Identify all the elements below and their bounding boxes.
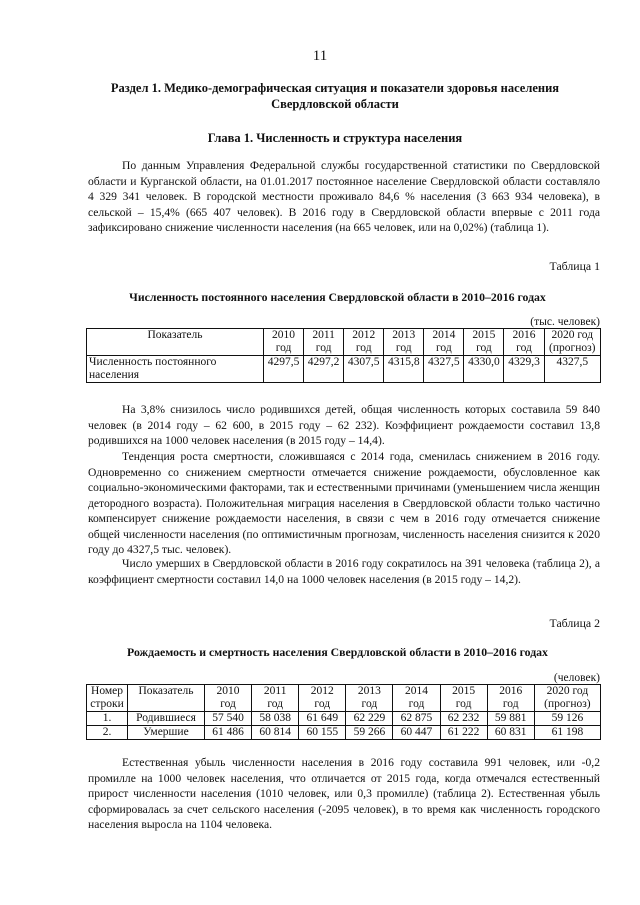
chapter-title: Глава 1. Численность и структура населения [207,131,463,145]
row-label: Родившиеся [128,712,205,726]
header-year: 2011 год [252,685,299,712]
table-cell-forecast: 59 126 [534,712,600,726]
paragraph-population: По данным Управления Федеральной службы государственной статистики по Свердловской области и Курганской области, на 01.01.2017 постоянное население Свердловской области составляло 4 329 341 человек. В городской местности проживало 84,6 % населения (3 663 934 человека), в сельской – 15,4% (665 407 человек). В 2016 году в Свердловской области впервые с 2011 года зафиксировано снижение численности населения (на 665 человек, или на 0,02%) (таблица 1). [88,159,600,234]
table-cell: 61 486 [205,726,252,740]
table-cell: 4297,5 [264,356,304,383]
table-row [87,726,601,740]
header-year: 2014 год [424,329,464,356]
header-year: 2015 год [440,685,487,712]
table-cell: 60 831 [487,726,534,740]
section-title-line2: Свердловской области [271,97,399,111]
births-deaths-table [86,684,601,740]
table-row [87,712,601,726]
table-cell: 4307,5 [344,356,384,383]
row-label: Умершие [128,726,205,740]
section-title-line1: Раздел 1. Медико-демографическая ситуация и показатели здоровья населения [110,81,560,95]
table-cell: 4327,5 [424,356,464,383]
header-year: 2010 год [264,329,304,356]
header-forecast: 2020 год (прогноз) [534,685,600,712]
table-cell: 4297,2 [304,356,344,383]
header-row-number: Номер строки [87,685,128,712]
header-year: 2010 год [205,685,252,712]
header-indicator: Показатель [128,685,205,712]
header-year: 2015 год [464,329,504,356]
paragraph-births: На 3,8% снизилось число родившихся детей, общая численность которых составила 59 840 человек (в 2014 году – 62 600, в 2015 году – 62 232). Коэффициент рождаемости составил 13,8 родившихся на 1000 человек населения (в 2015 году – 14,4). [88,403,600,447]
table-cell: 60 155 [299,726,346,740]
header-year: 2016 год [504,329,544,356]
table-cell: 59 266 [346,726,393,740]
table1-unit: (тыс. человек) [530,316,600,328]
table-cell: 4329,3 [504,356,544,383]
row-number: 2. [87,726,128,740]
page-number: 11 [312,48,328,64]
header-year: 2012 год [344,329,384,356]
table2-title: Рождаемость и смертность населения Свердловской области в 2010–2016 годах [127,645,548,659]
table2-unit: (человек) [553,672,600,684]
table-header-row [87,685,601,712]
table2-label: Таблица 2 [549,616,600,630]
row-number: 1. [87,712,128,726]
table-cell-forecast: 4327,5 [544,356,600,383]
table-cell-forecast: 61 198 [534,726,600,740]
table-cell: 62 875 [393,712,440,726]
table-cell: 61 649 [299,712,346,726]
table-row [87,356,601,383]
header-year: 2013 год [346,685,393,712]
header-year: 2016 год [487,685,534,712]
table-header-row [87,329,601,356]
header-year: 2013 год [384,329,424,356]
header-forecast: 2020 год (прогноз) [544,329,600,356]
header-year: 2012 год [299,685,346,712]
table-cell: 60 447 [393,726,440,740]
header-year: 2011 год [304,329,344,356]
paragraph-natural-decrease: Естественная убыль численности населения в 2016 году составила 991 человек, или -0,2 промилле на 1000 человек населения, что отличается от 2015 года, когда отмечался естественный прирост численности населения (1010 человек, или 0,3 промилле) (таблица 2). Естественная убыль сформировалась за счет сельского населения (-2095 человек), в то время как численность городского населения выросла на 1104 человека. [88,756,600,831]
row-label: Численность постоянного населения [87,356,264,383]
table-cell: 57 540 [205,712,252,726]
table1-label: Таблица 1 [549,259,600,273]
table-cell: 4330,0 [464,356,504,383]
paragraph-mortality-trend: Тенденция роста смертности, сложившаяся с 2014 года, сменилась снижением в 2016 году. Одновременно со снижением смертности отмечается снижение рождаемости, обусловленное как социально-экономическими факторами, так и естественными причинами (уменьшением числа женщин детородного возраста). Положительная миграция населения в Свердловской области только частично компенсирует снижение рождаемости населения, в связи с чем в 2016 году отмечается снижение общей численности населения (по оптимистичным прогнозам, численность населения снизится к 2020 году до 4327,5 тыс. человек). [88,450,600,556]
header-indicator: Показатель [87,329,264,356]
table-cell: 61 222 [440,726,487,740]
table-cell: 60 814 [252,726,299,740]
table-cell: 59 881 [487,712,534,726]
table-cell: 58 038 [252,712,299,726]
table-cell: 4315,8 [384,356,424,383]
header-year: 2014 год [393,685,440,712]
table-cell: 62 232 [440,712,487,726]
population-table [86,328,601,383]
section-title [80,80,590,112]
table-cell: 62 229 [346,712,393,726]
paragraph-deaths: Число умерших в Свердловской области в 2016 году сократилось на 391 человека (таблица 2), а коэффициент смертности составил 14,0 на 1000 человек населения (в 2015 году – 14,2). [88,557,600,586]
table1-title: Численность постоянного населения Свердловской области в 2010–2016 годах [129,290,546,304]
